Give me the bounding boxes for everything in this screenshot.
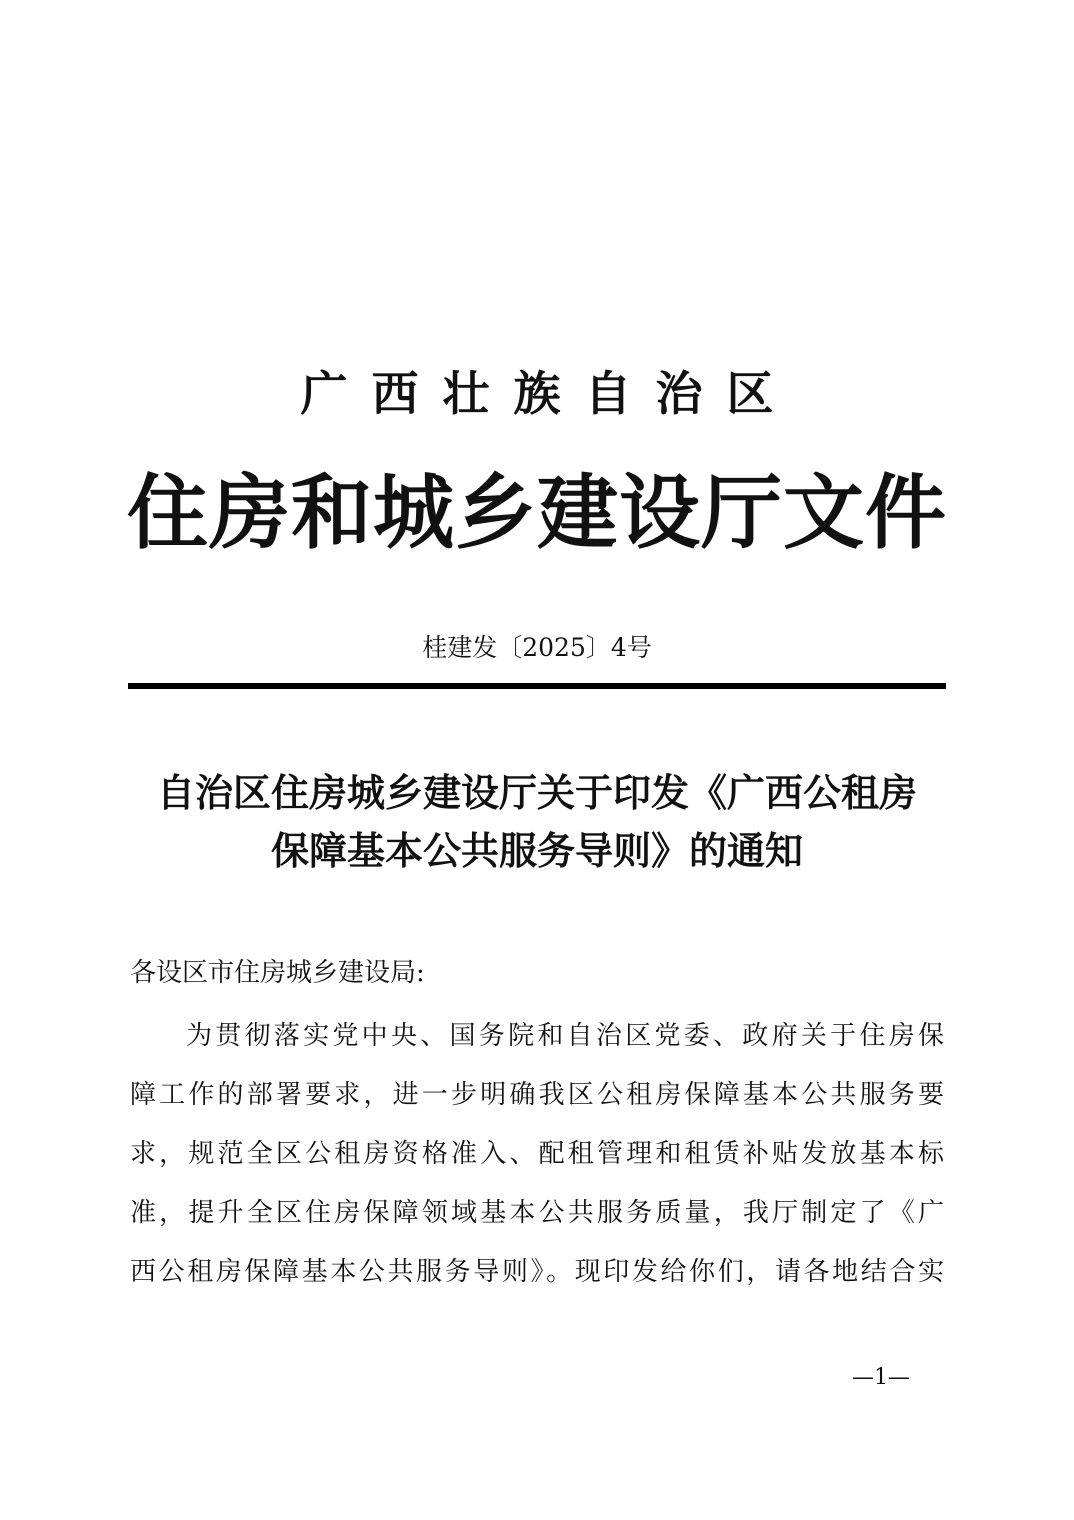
salutation: 各设区市住房城乡建设局:: [130, 958, 425, 988]
title-line: 自治区住房城乡建设厅关于印发《广西公租房: [156, 770, 917, 815]
body-line: 为贯彻落实党中央、国务院和自治区党委、政府关于住房保: [186, 1021, 944, 1051]
body-line: 求，规范全区公租房资格准入、配租管理和租赁补贴发放基本标: [130, 1139, 944, 1169]
header-divider: [128, 683, 946, 689]
document-title: [0, 764, 1074, 880]
issuer-region: 广西壮族自治区: [300, 367, 798, 422]
body-line: 西公租房保障基本公共服务导则》。现印发给你们，请各地结合实: [130, 1257, 944, 1287]
page-number: —1—: [852, 1365, 910, 1390]
body-line: 障工作的部署要求，进一步明确我区公租房保障基本公共服务要: [130, 1080, 944, 1110]
body-text: [130, 1016, 944, 1311]
document-number: 桂建发〔2025〕4号: [422, 633, 652, 662]
body-line: 准，提升全区住房保障领域基本公共服务质量，我厅制定了《广: [130, 1198, 944, 1228]
title-line: 保障基本公共服务导则》的通知: [270, 828, 803, 873]
issuer-department: 住房和城乡建设厅文件: [126, 466, 947, 561]
